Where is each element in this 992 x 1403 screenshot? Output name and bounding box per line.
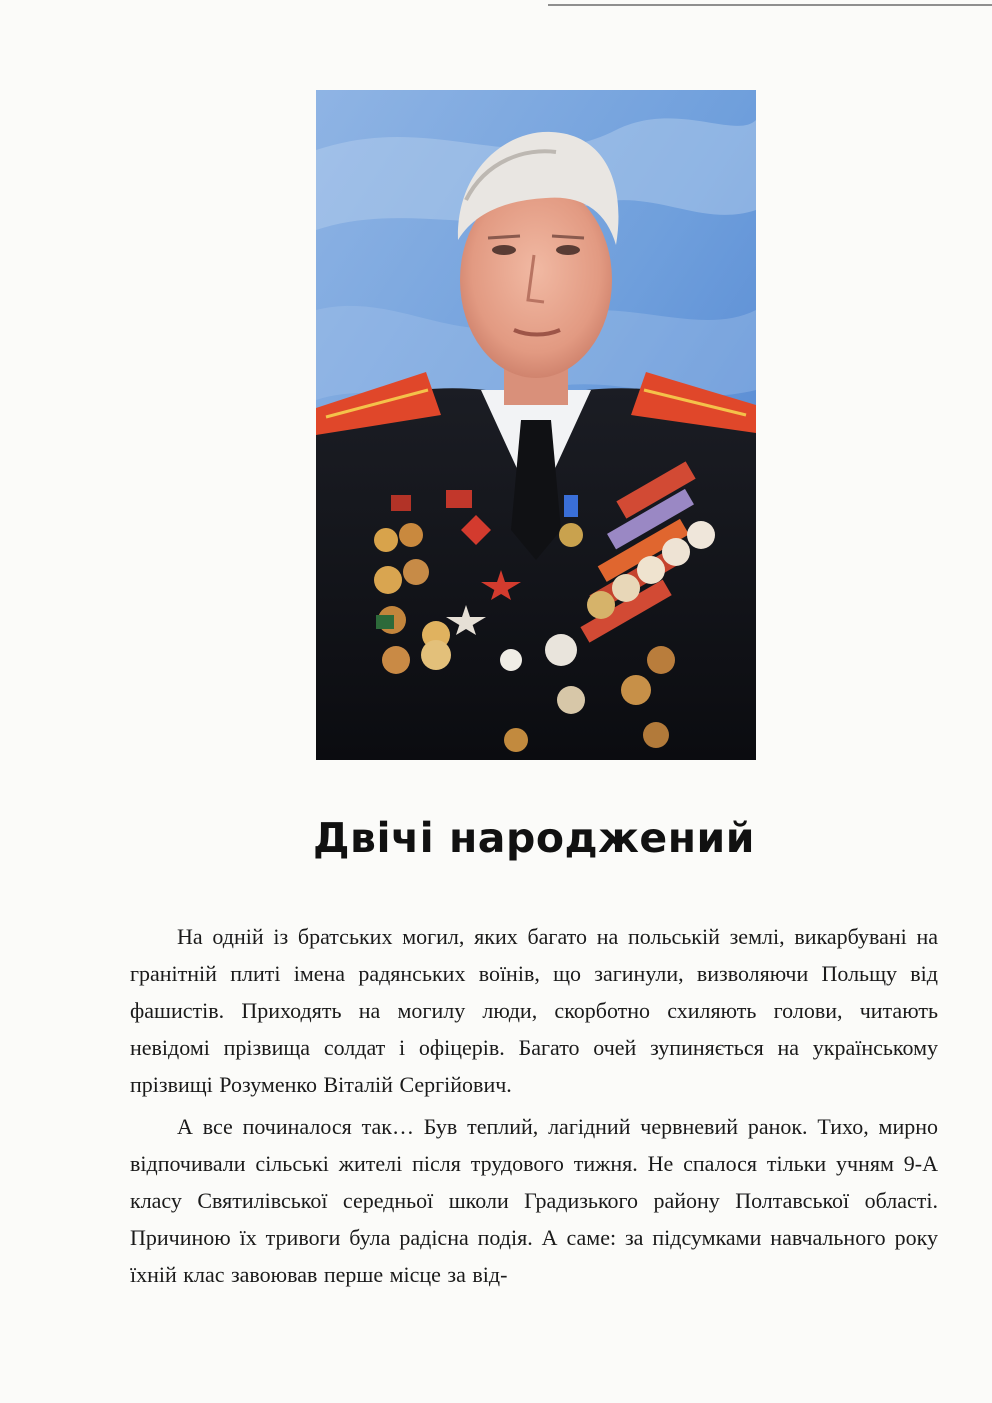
portrait-photo [316, 90, 756, 760]
article-body [130, 918, 938, 1298]
top-rule [548, 4, 992, 6]
paragraph: На одній із братських могил, яких багато на польській землі, викарбувані на гранітній плиті імена радянських воїнів, що загинули, визволяючи Польщу від фашистів. Приходять на могилу люди, скорботно схиляють голови, читають невідомі прізвища солдат і офіцерів. Багато очей зупиняється на українському прізвищі Розуменко Віталій Сергійович. [130, 924, 938, 1097]
article-title: Двічі народжений [312, 814, 755, 862]
paragraph: А все починалося так… Був теплий, лагідний червневий ранок. Тихо, мирно відпочивали сільські жителі після трудового тижня. Не спалося тільки учням 9-А класу Святилівської середньої школи Градизького району Полтавської області. Причиною їх тривоги була радісна подія. А саме: за підсумками навчального року їхній клас завоював перше місце за від- [130, 1114, 938, 1287]
